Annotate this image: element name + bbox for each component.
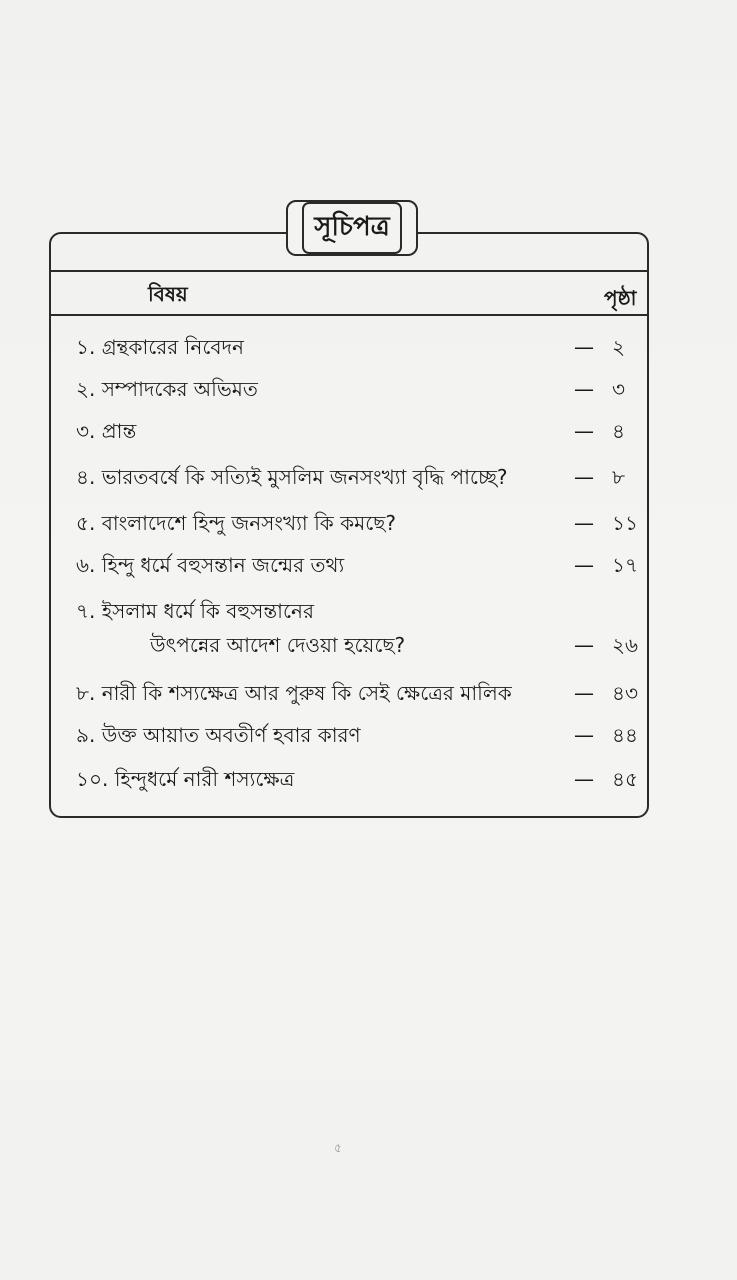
toc-entry-page: ২৬ [612,633,639,657]
toc-entry-label: ৫. বাংলাদেশে হিন্দু জনসংখ্যা কি কমছে? [76,511,397,535]
toc-entry-page: ৮ [612,465,625,489]
toc-entry-dash: — [574,465,594,489]
toc-title-tab [286,200,418,256]
toc-entry-page: ১৭ [612,553,638,577]
toc-entry-dash: — [574,419,594,443]
toc-entry-dash: — [574,377,594,401]
toc-entry-page: ৩ [612,377,626,401]
toc-entry-page: ১১ [612,511,638,535]
toc-entry-label: ৩. প্রান্ত [76,419,137,443]
toc-entry-page: ৪৫ [612,767,638,791]
column-header-subject: বিষয় [148,282,188,306]
toc-entry-label: ৬. হিন্দু ধর্মে বহুসন্তান জন্মের তথ্য [76,553,345,577]
toc-entry-dash: — [574,553,594,577]
toc-entry-dash: — [574,633,594,657]
header-divider-top [49,270,649,272]
toc-entry-dash: — [574,511,594,535]
toc-entry-page: ৪৪ [612,723,638,747]
toc-entry-page: ২ [612,335,626,359]
toc-entry-label-continued: উৎপন্নের আদেশ দেওয়া হয়েছে? [150,633,406,657]
toc-entry-label: ৯. উক্ত আয়াত অবতীর্ণ হবার কারণ [76,723,361,747]
toc-entry-label: ৪. ভারতবর্ষে কি সত্যিই মুসলিম জনসংখ্যা বৃদ্ধি পাচ্ছে? [76,465,508,489]
toc-title: সূচিপত্র [302,202,401,254]
toc-entry-label: ৮. নারী কি শস্যক্ষেত্র আর পুরুষ কি সেই ক্ষেত্রের মালিক [76,681,512,705]
page-number-mark: ৫ [334,1141,342,1155]
toc-entry-label: ৭. ইসলাম ধর্মে কি বহুসন্তানের [76,599,314,623]
toc-entry-dash: — [574,723,594,747]
toc-entry-dash: — [574,681,594,705]
header-divider-bottom [49,314,649,316]
toc-entry-page: ৪৩ [612,681,638,705]
toc-entry-label: ২. সম্পাদকের অভিমত [76,377,258,401]
toc-entry-page: ৪ [612,419,625,443]
column-header-page: পৃষ্ঠা [604,286,637,310]
toc-entry-dash: — [574,335,594,359]
toc-entry-label: ১. গ্রন্থকারের নিবেদন [76,335,244,359]
toc-entry-dash: — [574,767,594,791]
toc-entry-label: ১০. হিন্দুধর্মে নারী শস্যক্ষেত্র [76,767,295,791]
